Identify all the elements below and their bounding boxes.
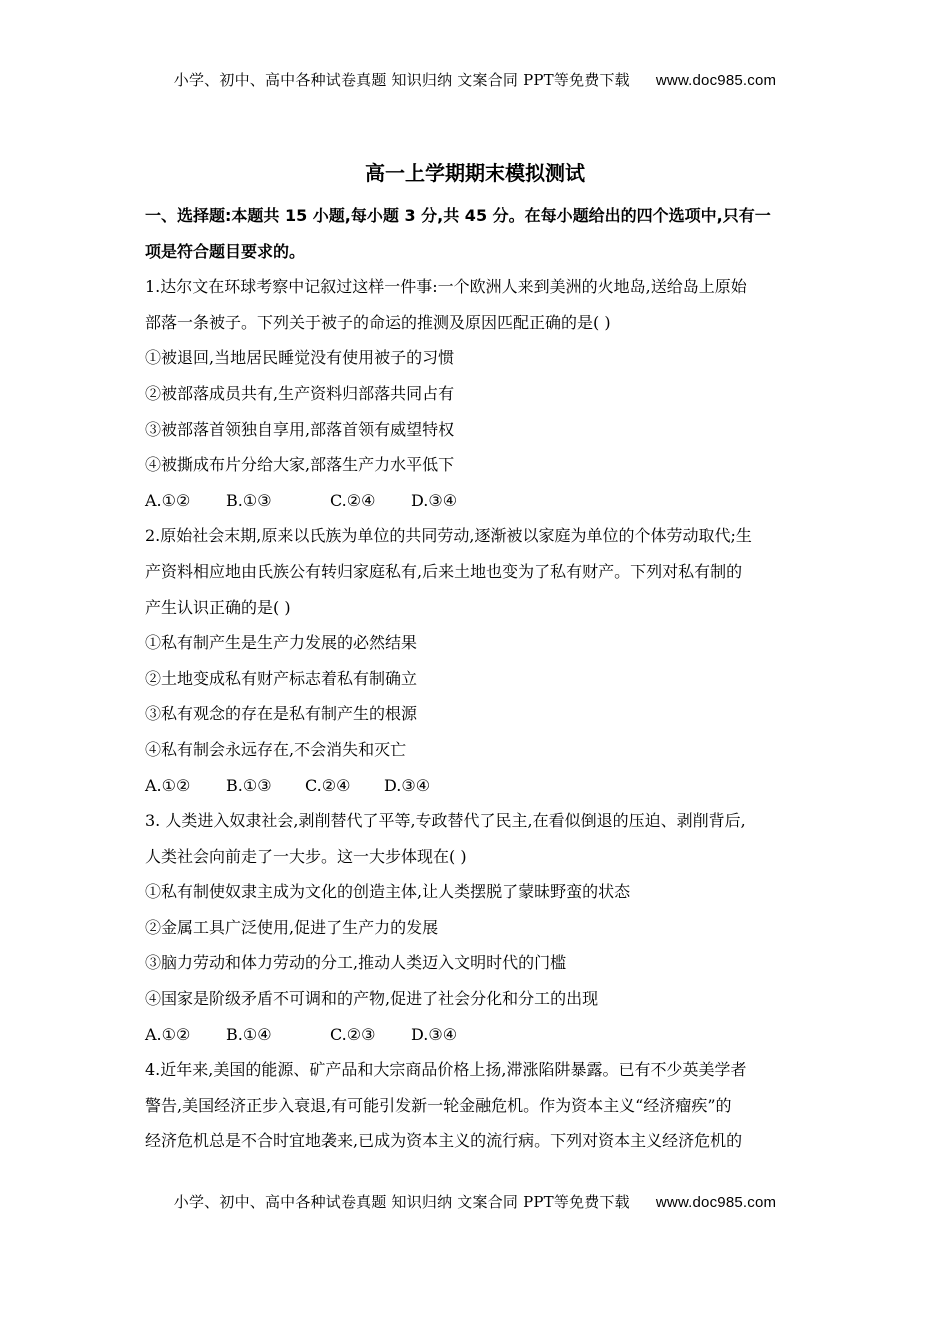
q1-item-2: ②被部落成员共有,生产资料归部落共同占有: [145, 383, 455, 403]
q2-stem-line-3: 产生认识正确的是( ): [145, 597, 291, 617]
q1-item-4: ④被撕成布片分给大家,部落生产力水平低下: [145, 455, 455, 475]
q1-item-3: ③被部落首领独自享用,部落首领有威望特权: [145, 419, 455, 439]
q2-option-b: B.①③: [226, 775, 272, 795]
q2-option-a: A.①②: [145, 775, 191, 795]
q4-stem-line-1: 4.近年来,美国的能源、矿产品和大宗商品价格上扬,滞涨陷阱暴露。已有不少英美学者: [145, 1060, 747, 1080]
q1-stem-line-2: 部落一条被子。下列关于被子的命运的推测及原因匹配正确的是( ): [145, 312, 611, 332]
q3-stem-line-1: 3. 人类进入奴隶社会,剥削替代了平等,专政替代了民主,在看似倒退的压迫、剥削背后,: [145, 811, 746, 831]
q2-option-c: C.②④: [305, 775, 351, 795]
q2-stem-line-2: 产资料相应地由氏族公有转归家庭私有,后来土地也变为了私有财产。下列对私有制的: [145, 561, 743, 581]
q1-option-c: C.②④: [330, 490, 376, 510]
document-body: [145, 198, 809, 1159]
q2-item-3: ③私有观念的存在是私有制产生的根源: [145, 704, 418, 724]
q1-option-a: A.①②: [145, 490, 191, 510]
q3-option-c: C.②③: [330, 1024, 376, 1044]
q1-stem-line-1: 1.达尔文在环球考察中记叙过这样一件事:一个欧洲人来到美洲的火地岛,送给岛上原始: [145, 277, 747, 297]
q1-option-d: D.③④: [411, 490, 458, 510]
q2-option-d: D.③④: [384, 775, 431, 795]
q2-item-1: ①私有制产生是生产力发展的必然结果: [145, 633, 418, 653]
q3-option-a: A.①②: [145, 1024, 191, 1044]
q3-option-b: B.①④: [226, 1024, 272, 1044]
q3-item-4: ④国家是阶级矛盾不可调和的产物,促进了社会分化和分工的出现: [145, 989, 599, 1009]
q3-item-1: ①私有制使奴隶主成为文化的创造主体,让人类摆脱了蒙昧野蛮的状态: [145, 882, 631, 902]
section-heading-line-1: 一、选择题:本题共 15 小题,每小题 3 分,共 45 分。在每小题给出的四个选项中,只有一: [145, 206, 771, 225]
section-heading-line-2: 项是符合题目要求的。: [145, 241, 306, 261]
footer-text: 小学、初中、高中各种试卷真题 知识归纳 文案合同 PPT等免费下载: [173, 1193, 630, 1211]
header-url[interactable]: www.doc985.com: [655, 72, 777, 89]
header-text: 小学、初中、高中各种试卷真题 知识归纳 文案合同 PPT等免费下载: [173, 71, 630, 89]
q3-options: [145, 1017, 809, 1053]
q2-stem-line-1: 2.原始社会末期,原来以氏族为单位的共同劳动,逐渐被以家庭为单位的个体劳动取代;生: [145, 526, 752, 546]
q2-item-4: ④私有制会永远存在,不会消失和灭亡: [145, 739, 407, 759]
q3-stem-line-2: 人类社会向前走了一大步。这一大步体现在( ): [145, 846, 467, 866]
q2-item-2: ②土地变成私有财产标志着私有制确立: [145, 668, 418, 688]
page-footer: [0, 1191, 950, 1212]
q4-stem-line-3: 经济危机总是不合时宜地袭来,已成为资本主义的流行病。下列对资本主义经济危机的: [145, 1131, 743, 1151]
page-title: 高一上学期期末模拟测试: [365, 161, 585, 185]
page-header: [0, 69, 950, 90]
q4-stem-line-2: 警告,美国经济正步入衰退,有可能引发新一轮金融危机。作为资本主义“经济瘤疾”的: [145, 1095, 732, 1115]
q3-option-d: D.③④: [411, 1024, 458, 1044]
q3-item-3: ③脑力劳动和体力劳动的分工,推动人类迈入文明时代的门槛: [145, 953, 567, 973]
q1-item-1: ①被退回,当地居民睡觉没有使用被子的习惯: [145, 348, 455, 368]
q3-item-2: ②金属工具广泛使用,促进了生产力的发展: [145, 917, 439, 937]
q2-options: [145, 768, 809, 804]
q1-option-b: B.①③: [226, 490, 272, 510]
q1-options: [145, 483, 809, 519]
footer-url[interactable]: www.doc985.com: [655, 1194, 777, 1211]
